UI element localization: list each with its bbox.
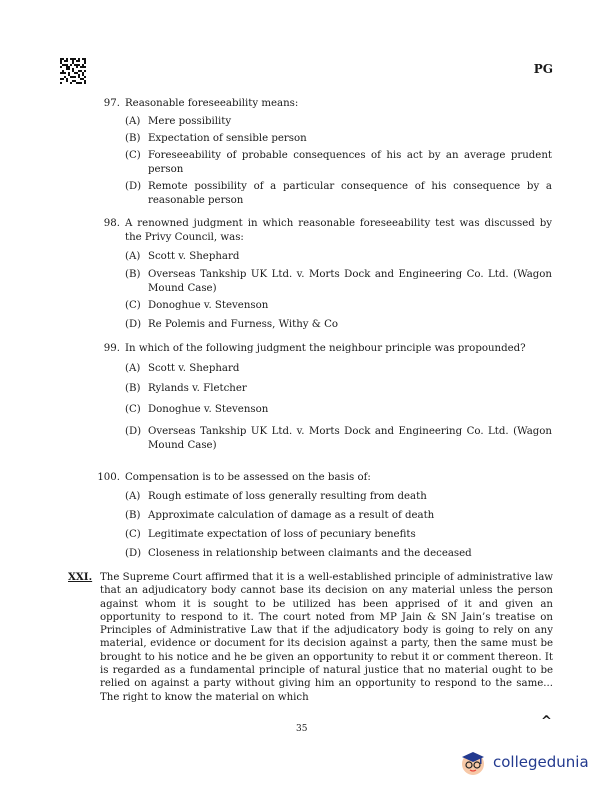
option-label: (C) xyxy=(125,529,141,540)
option-text: Donoghue v. Stevenson xyxy=(148,404,269,415)
question-text: Reasonable foreseeability means: xyxy=(125,98,299,109)
option-label: (B) xyxy=(125,133,141,144)
option-b xyxy=(125,509,552,523)
option-a xyxy=(125,250,552,264)
option-text: Remote possibility of a particular consequence of his consequence by a reasonable person xyxy=(148,181,552,206)
option-text: Overseas Tankship UK Ltd. v. Morts Dock and Engineering Co. Ltd. (Wagon Mound Case) xyxy=(148,426,552,451)
option-d xyxy=(125,547,552,561)
option-label: (B) xyxy=(125,383,141,394)
option-b xyxy=(125,132,552,146)
question-text: In which of the following judgment the neighbour principle was propounded? xyxy=(125,343,526,354)
option-text: Re Polemis and Furness, Withy & Co xyxy=(148,319,339,330)
option-label: (D) xyxy=(125,548,142,559)
option-a xyxy=(125,490,552,504)
question-text: Compensation is to be assessed on the basis of: xyxy=(125,472,371,483)
option-label: (B) xyxy=(125,510,141,521)
option-label: (B) xyxy=(125,269,141,280)
option-a xyxy=(125,115,552,129)
question-number: 98. xyxy=(103,218,120,229)
option-b xyxy=(125,268,552,295)
option-text: Overseas Tankship UK Ltd. v. Morts Dock and Engineering Co. Ltd. (Wagon Mound Case) xyxy=(148,269,552,294)
option-d xyxy=(125,318,552,332)
option-d xyxy=(125,425,552,452)
graduate-logo-icon xyxy=(458,747,488,777)
option-b xyxy=(125,382,552,396)
option-label: (C) xyxy=(125,404,141,415)
brand-watermark xyxy=(458,747,589,777)
option-text: Donoghue v. Stevenson xyxy=(148,300,269,311)
option-label: (C) xyxy=(125,150,141,161)
caret-up-icon: ^ xyxy=(541,714,552,729)
option-text: Expectation of sensible person xyxy=(148,133,307,144)
option-c xyxy=(125,528,552,542)
option-text: Rough estimate of loss generally resulting from death xyxy=(148,491,427,502)
option-text: Scott v. Shephard xyxy=(148,363,240,374)
qr-code xyxy=(60,58,86,84)
question-number: 99. xyxy=(103,343,120,354)
question-text: A renowned judgment in which reasonable foreseeability test was discussed by the Privy Council, was: xyxy=(125,218,552,243)
option-d xyxy=(125,180,552,207)
page-number: 35 xyxy=(296,724,308,734)
option-a xyxy=(125,362,552,376)
option-text: Foreseeability of probable consequences of his act by an average prudent person xyxy=(148,150,552,175)
passage-label: XXI. xyxy=(68,571,93,583)
option-c xyxy=(125,403,552,417)
option-text: Approximate calculation of damage as a result of death xyxy=(148,510,435,521)
option-label: (A) xyxy=(125,116,141,127)
option-label: (D) xyxy=(125,181,142,192)
paper-code: PG xyxy=(533,62,553,76)
passage-text: The Supreme Court affirmed that it is a well-established principle of administrative law that an adjudicatory body cannot base its decision on any material unless the person against whom it is sought to be utilized has been apprised of it and given an opportunity to respond to it. The court noted from MP Jain & SN Jain’s treatise on Principles of Administrative Law that if the adjudicatory body is going to rely on any material, evidence or document for its decision against a party, then the same must be brought to his notice and he be given an opportunity to rebut it or comment thereon. It is regarded as a fundamental principle of natural justice that no material ought to be relied on against a party without giving him an opportunity to respond to the same... The right to know the material on which xyxy=(100,572,553,703)
option-text: Closeness in relationship between claimants and the deceased xyxy=(148,548,472,559)
brand-name: collegedunia xyxy=(493,753,589,771)
question-number: 100. xyxy=(97,472,120,483)
option-c xyxy=(125,299,552,313)
option-c xyxy=(125,149,552,176)
option-text: Mere possibility xyxy=(148,116,232,127)
option-label: (A) xyxy=(125,363,141,374)
option-text: Scott v. Shephard xyxy=(148,251,240,262)
option-label: (D) xyxy=(125,426,142,437)
option-label: (C) xyxy=(125,300,141,311)
option-label: (A) xyxy=(125,491,141,502)
option-text: Rylands v. Fletcher xyxy=(148,383,247,394)
option-label: (A) xyxy=(125,251,141,262)
question-number: 97. xyxy=(103,98,120,109)
option-text: Legitimate expectation of loss of pecuniary benefits xyxy=(148,529,416,540)
option-label: (D) xyxy=(125,319,142,330)
